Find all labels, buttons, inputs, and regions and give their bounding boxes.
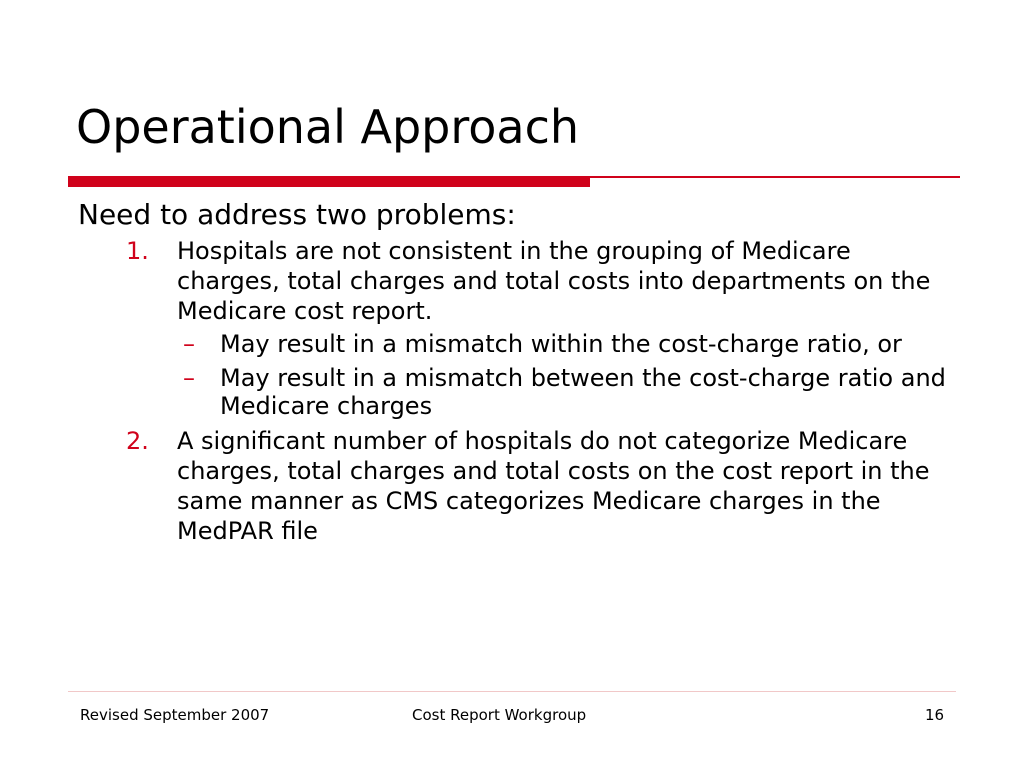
numbered-item-1 <box>78 236 968 420</box>
item-number: 1. <box>126 237 149 265</box>
sub-list <box>177 330 968 420</box>
dash-bullet: – <box>183 364 195 392</box>
sub-item-text: May result in a mismatch within the cost-charge ratio, or <box>220 330 902 358</box>
item-number: 2. <box>126 427 149 455</box>
title-underline-thin <box>590 176 960 178</box>
slide-body <box>78 198 968 552</box>
slide-title: Operational Approach <box>76 100 580 154</box>
sub-item-text: May result in a mismatch between the cost-charge ratio and Medicare charges <box>220 364 946 420</box>
page-number: 16 <box>925 706 945 724</box>
sub-item <box>177 364 968 420</box>
sub-item <box>177 330 968 358</box>
dash-bullet: – <box>183 330 195 358</box>
footer-divider <box>68 691 956 692</box>
title-underline-thick <box>68 176 590 187</box>
footer-date: Revised September 2007 <box>80 706 270 724</box>
item-text: Hospitals are not consistent in the grouping of Medicare charges, total charges and total costs into departments on the Medicare cost report. <box>177 237 931 325</box>
item-text: A significant number of hospitals do not categorize Medicare charges, total charges and total costs on the cost report in the same manner as CMS categorizes Medicare charges in the MedPAR file <box>177 427 930 545</box>
numbered-item-2 <box>78 426 968 546</box>
footer-title: Cost Report Workgroup <box>412 706 587 724</box>
lead-text: Need to address two problems: <box>78 198 516 231</box>
